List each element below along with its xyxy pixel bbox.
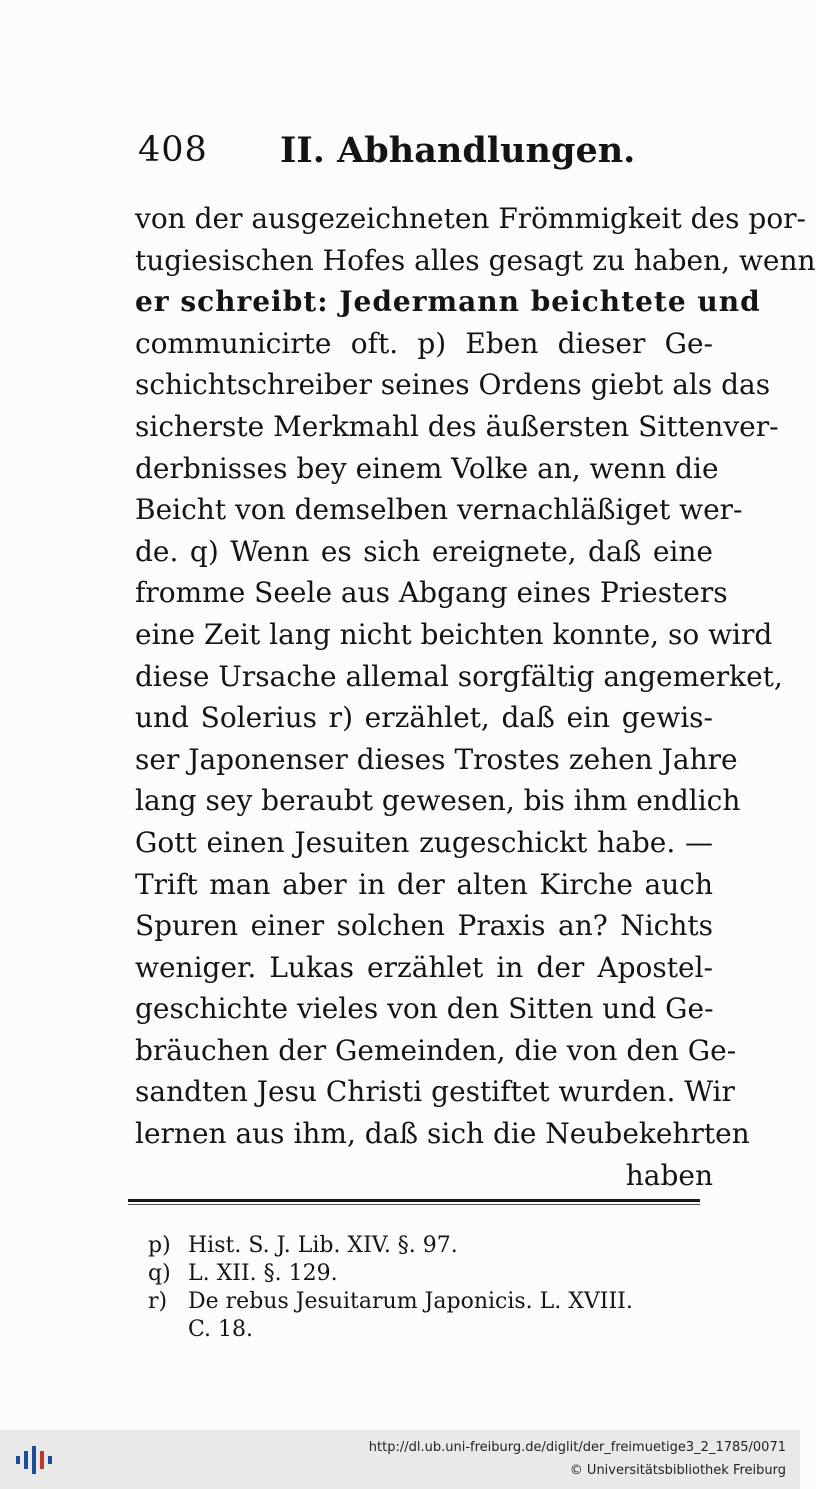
- footnote-r: [148, 1288, 708, 1316]
- footnotes: [148, 1232, 708, 1344]
- text-line: lernen aus ihm, daß sich die Neubekehrten: [135, 1117, 750, 1151]
- text-line: eine Zeit lang nicht beichten konnte, so wird: [135, 617, 773, 651]
- footnote-mark: r): [148, 1289, 168, 1314]
- text-line: fromme Seele aus Abgang eines Priesters: [135, 576, 728, 610]
- text-line: communicirte oft. p) Eben dieser Ge-: [135, 326, 713, 360]
- text-line: Gott einen Jesuiten zugeschickt habe. —: [135, 825, 713, 859]
- running-title: II. Abhandlungen.: [280, 130, 636, 171]
- footnote-mark: q): [148, 1261, 171, 1286]
- body-text: [135, 198, 816, 1196]
- text-line: tugiesischen Hofes alles gesagt zu haben, wenn: [135, 243, 816, 277]
- footnote-rule-thin: [128, 1204, 700, 1205]
- footnote-text: De rebus Jesuitarum Japonicis. L. XVIII.: [188, 1289, 633, 1314]
- text-line: schichtschreiber seines Ordens giebt als das: [135, 368, 771, 402]
- text-line: von der ausgezeichneten Frömmigkeit des por-: [135, 202, 807, 235]
- text-line: Trift man aber in der alten Kirche auch: [135, 867, 713, 901]
- text-line: geschichte vieles von den Sitten und Ge-: [135, 992, 714, 1026]
- text-line: bräuchen der Gemeinden, die von den Ge-: [135, 1033, 737, 1067]
- text-line: weniger. Lukas erzählet in der Apostel-: [135, 950, 713, 984]
- text-line: ser Japonenser dieses Trostes zehen Jahre: [135, 742, 738, 776]
- text-line: derbnisses bey einem Volke an, wenn die: [135, 451, 719, 485]
- text-line: lang sey beraubt gewesen, bis ihm endlich: [135, 784, 741, 818]
- text-line: er schreibt: Jedermann beichtete und: [135, 285, 761, 319]
- source-url-link[interactable]: http://dl.ub.uni-freiburg.de/diglit/der_freimuetige3_2_1785/0071: [368, 1440, 786, 1455]
- copyright-notice: © Universitätsbibliothek Freiburg: [569, 1463, 786, 1478]
- footnote-q: [148, 1260, 708, 1288]
- footnote-rule: [128, 1199, 700, 1202]
- footnote-text: Hist. S. J. Lib. XIV. §. 97.: [188, 1233, 458, 1258]
- viewer-footer: [0, 1430, 800, 1489]
- text-line: de. q) Wenn es sich ereignete, daß eine: [135, 534, 713, 568]
- footnote-text: L. XII. §. 129.: [188, 1261, 338, 1286]
- text-line: und Solerius r) erzählet, daß ein gewis-: [135, 701, 713, 735]
- text-line: diese Ursache allemal sorgfältig angemerket,: [135, 659, 783, 693]
- footnote-p: [148, 1232, 708, 1260]
- text-line: Spuren einer solchen Praxis an? Nichts: [135, 909, 713, 943]
- text-line: sicherste Merkmahl des äußersten Sittenver-: [135, 409, 779, 443]
- page-header: [138, 130, 718, 180]
- catchword: haben: [625, 1158, 713, 1192]
- footnote-text: C. 18.: [188, 1317, 254, 1342]
- footnote-r-continued: [148, 1316, 708, 1344]
- page-number: 408: [138, 130, 208, 170]
- ub-freiburg-logo-icon: [14, 1442, 54, 1478]
- footnote-mark: p): [148, 1233, 171, 1258]
- text-line: sandten Jesu Christi gestiftet wurden. Wir: [135, 1075, 735, 1109]
- text-line: Beicht von demselben vernachläßiget wer-: [135, 493, 743, 527]
